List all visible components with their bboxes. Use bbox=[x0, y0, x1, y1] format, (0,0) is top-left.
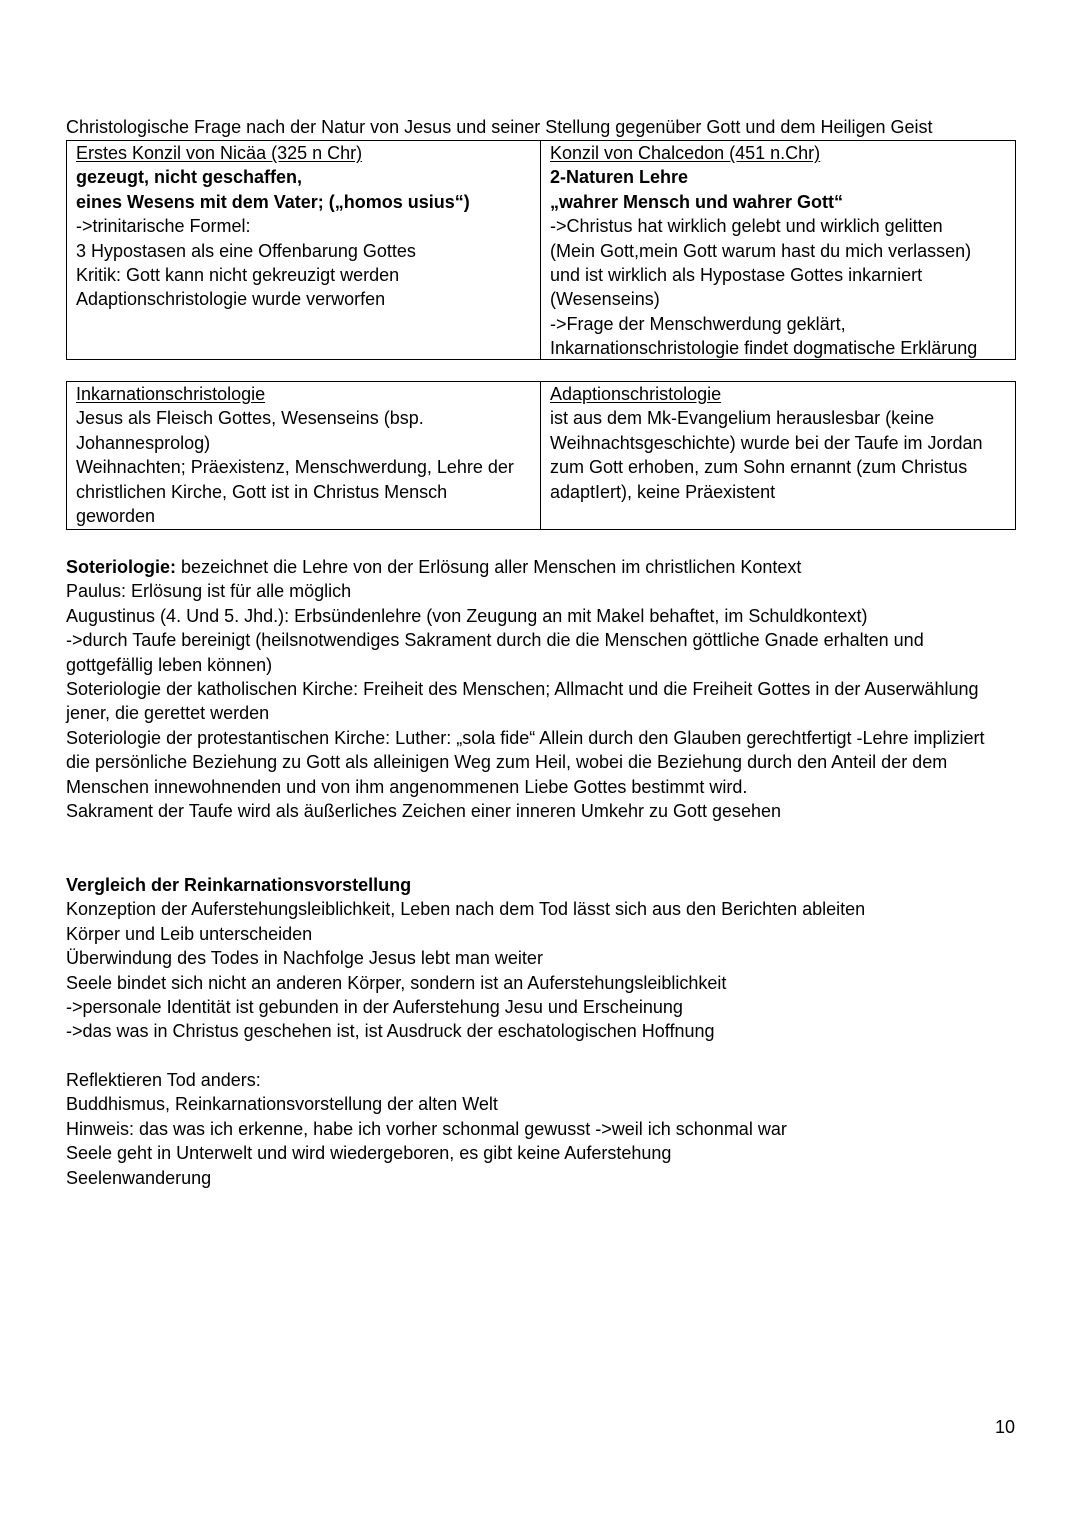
chalcedon-line: (Wesenseins) bbox=[550, 289, 660, 310]
page-number: 10 bbox=[994, 1417, 1015, 1437]
soteriology-line: die persönliche Beziehung zu Gott als alleinigen Weg zum Heil, wobei die Beziehung durch den Anteil der dem bbox=[66, 752, 948, 773]
adoption-title: Adaptionschristologie bbox=[550, 384, 722, 404]
incarnation-cell bbox=[67, 382, 541, 529]
soteriology-line: Paulus: Erlösung ist für alle möglich bbox=[66, 581, 352, 602]
reincarnation-comparison-line: ->personale Identität ist gebunden in der Auferstehung Jesu und Erscheinung bbox=[66, 996, 683, 1017]
incarnation-line: Weihnachten; Präexistenz, Menschwerdung, Lehre der bbox=[76, 457, 514, 478]
reincarnation-comparison-heading: Vergleich der Reinkarnationsvorstellung bbox=[66, 875, 412, 895]
death-reflection-line: Seele geht in Unterwelt und wird wiedergeboren, es gibt keine Auferstehung bbox=[66, 1143, 672, 1164]
christology-types-table bbox=[66, 381, 1016, 530]
incarnation-line: christlichen Kirche, Gott ist in Christus Mensch bbox=[76, 481, 448, 502]
adoption-line: zum Gott erhoben, zum Sohn ernannt (zum Christus bbox=[550, 457, 968, 478]
nicaea-bold-line: eines Wesens mit dem Vater; („homos usius“) bbox=[76, 191, 470, 212]
chalcedon-line: ->Christus hat wirklich gelebt und wirklich gelitten bbox=[550, 216, 943, 237]
soteriology-line: gottgefällig leben können) bbox=[66, 654, 273, 675]
incarnation-line: Johannesprolog) bbox=[76, 432, 211, 453]
soteriology-line: Sakrament der Taufe wird als äußerliches Zeichen einer inneren Umkehr zu Gott gesehen bbox=[66, 800, 782, 821]
adoption-line: adaptIert), keine Präexistent bbox=[550, 481, 776, 502]
chalcedon-line: ->Frage der Menschwerdung geklärt, bbox=[550, 313, 846, 334]
death-reflection-section bbox=[66, 1068, 1015, 1190]
adoption-line: ist aus dem Mk-Evangelium herauslesbar (keine bbox=[550, 408, 935, 429]
reincarnation-comparison-line: Überwindung des Todes in Nachfolge Jesus lebt man weiter bbox=[66, 948, 543, 969]
chalcedon-cell bbox=[541, 141, 1015, 359]
reincarnation-comparison-line: Körper und Leib unterscheiden bbox=[66, 923, 313, 944]
soteriology-section bbox=[66, 555, 1015, 823]
reincarnation-comparison-section bbox=[66, 873, 1015, 1044]
death-reflection-line: Seelenwanderung bbox=[66, 1167, 212, 1188]
soteriology-definition-text: bezeichnet die Lehre von der Erlösung aller Menschen im christlichen Kontext bbox=[181, 557, 802, 577]
nicaea-line: ->trinitarische Formel: bbox=[76, 216, 251, 237]
councils-table bbox=[66, 140, 1016, 360]
death-reflection-line: Buddhismus, Reinkarnationsvorstellung der alten Welt bbox=[66, 1094, 498, 1115]
christology-question-heading: Christologische Frage nach der Natur von Jesus und seiner Stellung gegenüber Gott und dem Heiligen Geist bbox=[66, 117, 933, 137]
soteriology-term: Soteriologie: bbox=[66, 557, 177, 577]
nicaea-line: 3 Hypostasen als eine Offenbarung Gottes bbox=[76, 240, 416, 261]
adoption-cell bbox=[541, 382, 1015, 529]
nicaea-line: Kritik: Gott kann nicht gekreuzigt werden bbox=[76, 264, 400, 285]
soteriology-line: Soteriologie der protestantischen Kirche: Luther: „sola fide“ Allein durch den Glauben gerechtfertigt -Lehre impliziert bbox=[66, 727, 985, 748]
chalcedon-title: Konzil von Chalcedon (451 n.Chr) bbox=[550, 143, 821, 163]
chalcedon-line: und ist wirklich als Hypostase Gottes inkarniert bbox=[550, 264, 923, 285]
soteriology-definition bbox=[66, 555, 1015, 579]
chalcedon-line: (Mein Gott,mein Gott warum hast du mich verlassen) bbox=[550, 240, 972, 261]
reincarnation-comparison-line: ->das was in Christus geschehen ist, ist Ausdruck der eschatologischen Hoffnung bbox=[66, 1021, 715, 1042]
soteriology-line: Soteriologie der katholischen Kirche: Freiheit des Menschen; Allmacht und die Freiheit Gottes in der Auserwählung bbox=[66, 678, 979, 699]
incarnation-title: Inkarnationschristologie bbox=[76, 384, 266, 404]
nicaea-bold-line: gezeugt, nicht geschaffen, bbox=[76, 167, 303, 188]
incarnation-line: Jesus als Fleisch Gottes, Wesenseins (bsp. bbox=[76, 408, 424, 429]
soteriology-line: jener, die gerettet werden bbox=[66, 703, 270, 724]
incarnation-line: geworden bbox=[76, 505, 156, 526]
soteriology-line: Menschen innewohnenden und von ihm angenommenen Liebe Gottes bestimmt wird. bbox=[66, 776, 748, 797]
soteriology-line: Augustinus (4. Und 5. Jhd.): Erbsündenlehre (von Zeugung an mit Makel behaftet, im Schuldkontext) bbox=[66, 605, 868, 626]
soteriology-line: ->durch Taufe bereinigt (heilsnotwendiges Sakrament durch die die Menschen göttliche Gnade erhalten und bbox=[66, 630, 924, 651]
chalcedon-line: Inkarnationschristologie findet dogmatische Erklärung bbox=[550, 338, 978, 359]
chalcedon-bold-line: 2-Naturen Lehre bbox=[550, 167, 689, 188]
adoption-line: Weihnachtsgeschichte) wurde bei der Taufe im Jordan bbox=[550, 432, 983, 453]
death-reflection-line: Hinweis: das was ich erkenne, habe ich vorher schonmal gewusst ->weil ich schonmal war bbox=[66, 1118, 787, 1139]
nicaea-cell bbox=[67, 141, 541, 359]
nicaea-line: Adaptionschristologie wurde verworfen bbox=[76, 289, 386, 310]
reincarnation-comparison-line: Seele bindet sich nicht an anderen Körper, sondern ist an Auferstehungsleiblichkeit bbox=[66, 972, 727, 993]
nicaea-title: Erstes Konzil von Nicäa (325 n Chr) bbox=[76, 143, 363, 163]
death-reflection-line: Reflektieren Tod anders: bbox=[66, 1070, 261, 1090]
reincarnation-comparison-line: Konzeption der Auferstehungsleiblichkeit, Leben nach dem Tod lässt sich aus den Berichten ableiten bbox=[66, 899, 866, 920]
chalcedon-bold-line: „wahrer Mensch und wahrer Gott“ bbox=[550, 191, 844, 212]
